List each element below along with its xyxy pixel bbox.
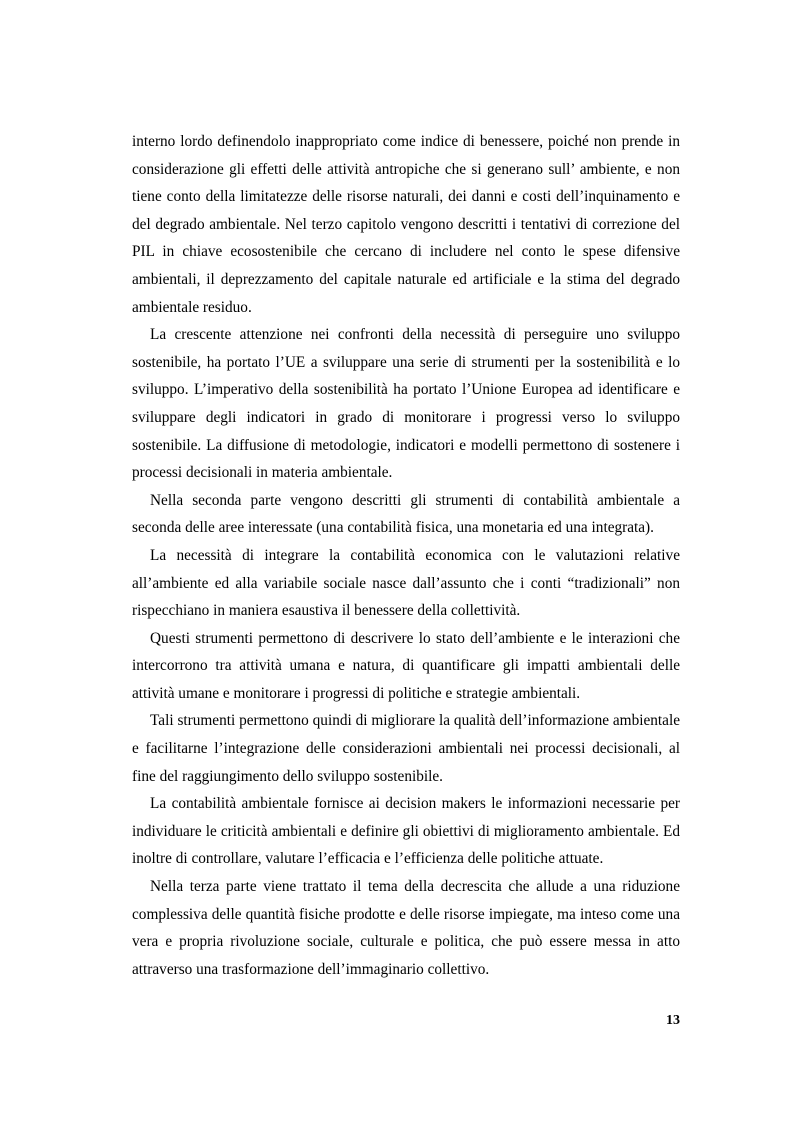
paragraph-continuation: interno lordo definendolo inappropriato come indice di benessere, poiché non prende in considerazione gli effetti delle attività antropiche che si generano sull’ ambiente, e non tiene conto della limitatezze delle risorse naturali, dei danni e costi dell’inquinamento e del degrado ambientale. Nel terzo capitolo vengono descritti i tentativi di correzione del PIL in chiave ecosostenibile che cercano di includere nel conto le spese difensive ambientali, il deprezzamento del capitale naturale ed artificiale e la stima del degrado ambientale residuo. — [132, 133, 680, 316]
paragraph-eu-sustainability: La crescente attenzione nei confronti della necessità di perseguire uno sviluppo sostenibile, ha portato l’UE a sviluppare una serie di strumenti per la sostenibilità e lo sviluppo. L’imperativo della sostenibilità ha portato l’Unione Europea ad identificare e sviluppare degli indicatori in grado di monitorare i progressi verso lo sviluppo sostenibile. La diffusione di metodologie, indicatori e modelli permettono di sostenere i processi decisionali in materia ambientale. — [132, 326, 680, 482]
paragraph-information-quality: Tali strumenti permettono quindi di migliorare la qualità dell’informazione ambientale e facilitarne l’integrazione delle considerazioni ambientali nei processi decisionali, al fine del raggiungimento dello sviluppo sostenibile. — [132, 712, 680, 785]
paragraph-integration-need: La necessità di integrare la contabilità economica con le valutazioni relative all’ambiente ed alla variabile sociale nasce dall’assunto che i conti “tradizionali” non rispecchiano in maniera esaustiva il benessere della collettività. — [132, 546, 680, 620]
paragraph-third-part: Nella terza parte viene trattato il tema della decrescita che allude a una riduzione complessiva delle quantità fisiche prodotte e delle risorse impiegate, ma inteso come una vera e propria rivoluzione sociale, culturale e politica, che può essere messa in atto attraverso una trasformazione dell’immaginario collettivo. — [132, 878, 680, 978]
page-number: 13 — [666, 1013, 680, 1028]
paragraph-second-part: Nella seconda parte vengono descritti gli strumenti di contabilità ambientale a seconda delle aree interessate (una contabilità fisica, una monetaria ed una integrata). — [132, 491, 680, 537]
document-body — [132, 128, 680, 983]
paragraph-decision-makers: La contabilità ambientale fornisce ai decision makers le informazioni necessarie per individuare le criticità ambientali e definire gli obiettivi di miglioramento ambientale. Ed inoltre di controllare, valutare l’efficacia e l’efficienza delle politiche attuate. — [132, 795, 680, 868]
paragraph-tools-description: Questi strumenti permettono di descrivere lo stato dell’ambiente e le interazioni che intercorrono tra attività umana e natura, di quantificare gli impatti ambientali delle attività umane e monitorare i progressi di politiche e strategie ambientali. — [132, 629, 680, 702]
